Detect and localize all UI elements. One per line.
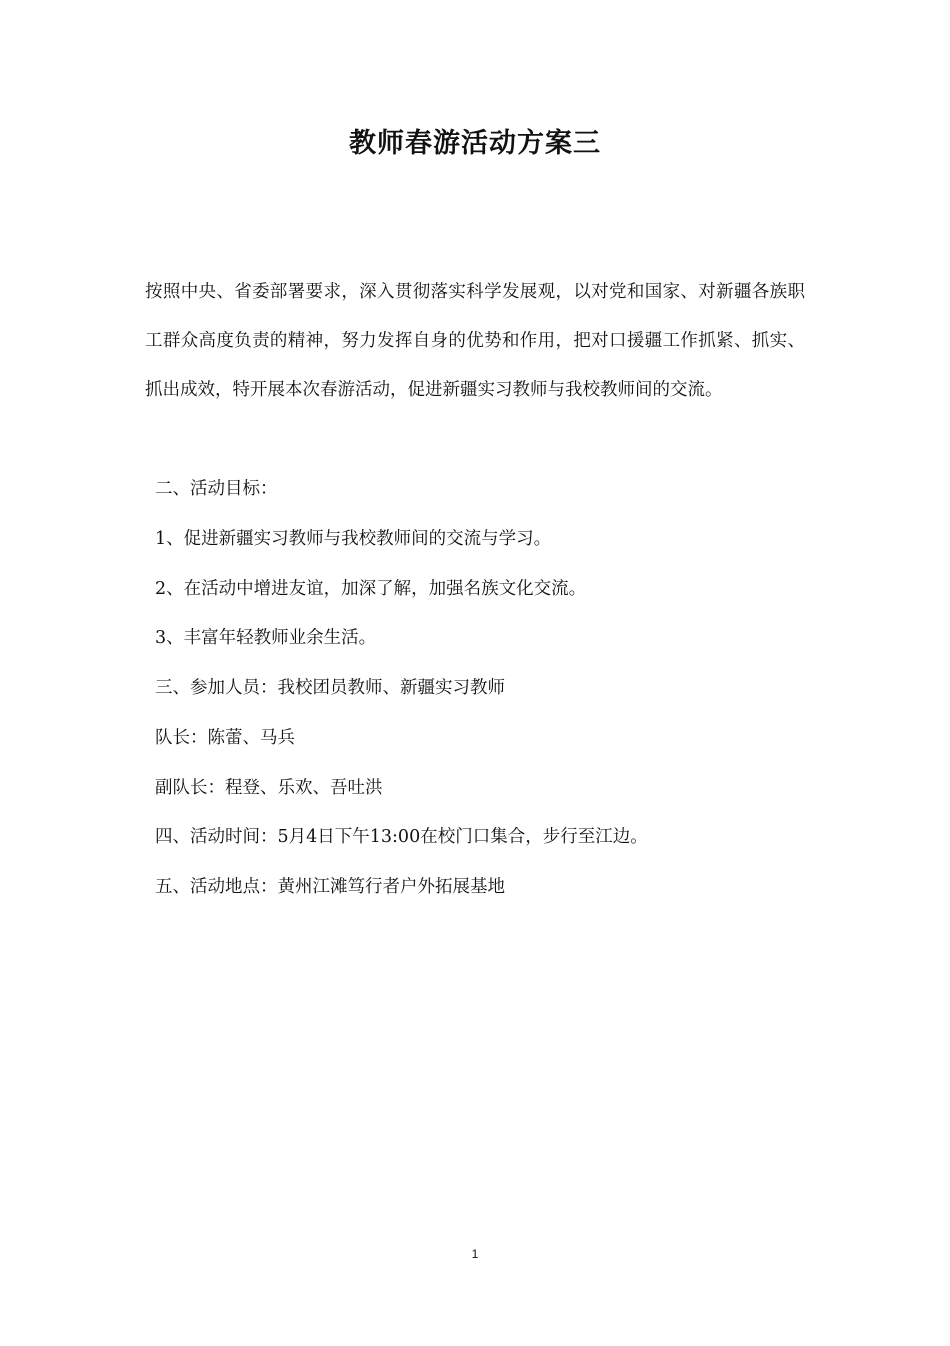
section-heading-goals: 二、活动目标： — [155, 479, 278, 499]
goal-item-1: 1、促进新疆实习教师与我校教师间的交流与学习。 — [155, 529, 552, 549]
intro-paragraph: 按照中央、省委部署要求，深入贯彻落实科学发展观，以对党和国家、对新疆各族职工群众高度负责的精神，努力发挥自身的优势和作用，把对口援疆工作抓紧、抓实、抓出成效，特开展本次春游活动，促进新疆实习教师与我校教师间的交流。 — [145, 282, 805, 400]
page-title: 教师春游活动方案三 — [349, 128, 601, 159]
page-number: 1 — [471, 1247, 479, 1261]
section-location: 五、活动地点：黄州江滩笃行者户外拓展基地 — [155, 877, 505, 897]
section-time: 四、活动时间：5月4日下午13:00在校门口集合，步行至江边。 — [155, 827, 648, 847]
goal-item-3: 3、丰富年轻教师业余生活。 — [155, 628, 377, 648]
deputy-team-leader: 副队长：程登、乐欢、吾吐洪 — [155, 778, 383, 798]
section-participants: 三、参加人员：我校团员教师、新疆实习教师 — [155, 678, 505, 698]
team-leader: 队长：陈蕾、马兵 — [155, 728, 295, 748]
goal-item-2: 2、在活动中增进友谊，加深了解，加强名族文化交流。 — [155, 579, 587, 599]
